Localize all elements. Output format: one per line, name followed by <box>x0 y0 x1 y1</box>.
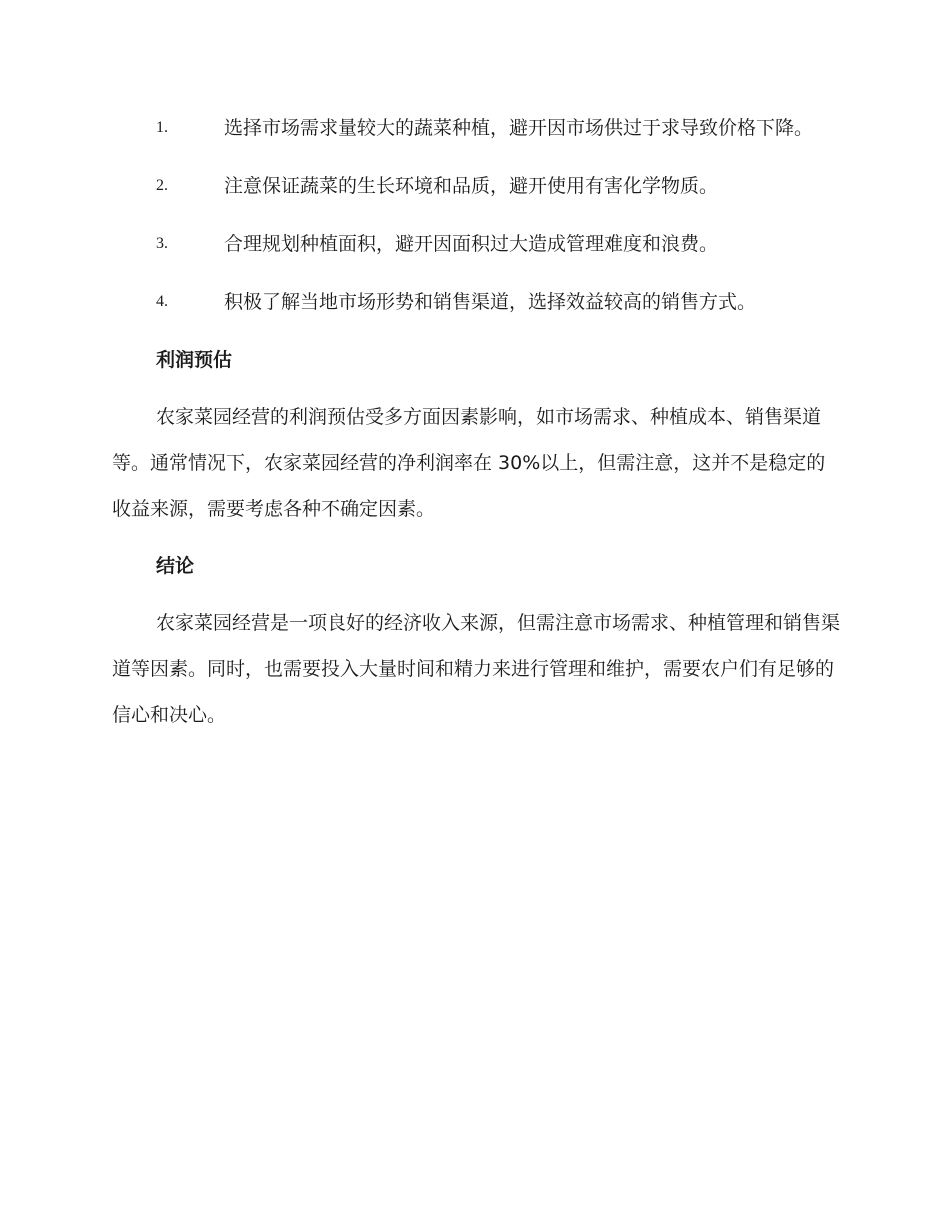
list-number: 1. <box>156 119 168 136</box>
list-number: 3. <box>156 235 168 252</box>
list-number: 4. <box>156 293 168 310</box>
document-page <box>112 106 840 750</box>
list-item-text: 选择市场需求量较大的蔬菜种植，避开因市场供过于求导致价格下降。 <box>224 117 814 139</box>
list-number: 2. <box>156 177 168 194</box>
list-item <box>112 222 840 266</box>
list-item <box>112 106 840 150</box>
conclusion-paragraph: 农家菜园经营是一项良好的经济收入来源，但需注意市场需求、种植管理和销售渠道等因素。同时，也需要投入大量时间和精力来进行管理和维护，需要农户们有足够的信心和决心。 <box>112 612 841 726</box>
list-item <box>112 280 840 324</box>
list-item <box>112 164 840 208</box>
profit-paragraph: 农家菜园经营的利润预估受多方面因素影响，如市场需求、种植成本、销售渠道等。通常情况下，农家菜园经营的净利润率在 30%以上，但需注意，这并不是稳定的收益来源，需要考虑各种不确定因素。 <box>112 406 826 520</box>
list-item-text: 注意保证蔬菜的生长环境和品质，避开使用有害化学物质。 <box>224 175 719 197</box>
list-item-text: 积极了解当地市场形势和销售渠道，选择效益较高的销售方式。 <box>224 291 757 313</box>
section-heading-profit: 利润预估 <box>156 349 233 371</box>
section-heading-conclusion: 结论 <box>156 555 195 577</box>
list-item-text: 合理规划种植面积，避开因面积过大造成管理难度和浪费。 <box>224 233 719 255</box>
